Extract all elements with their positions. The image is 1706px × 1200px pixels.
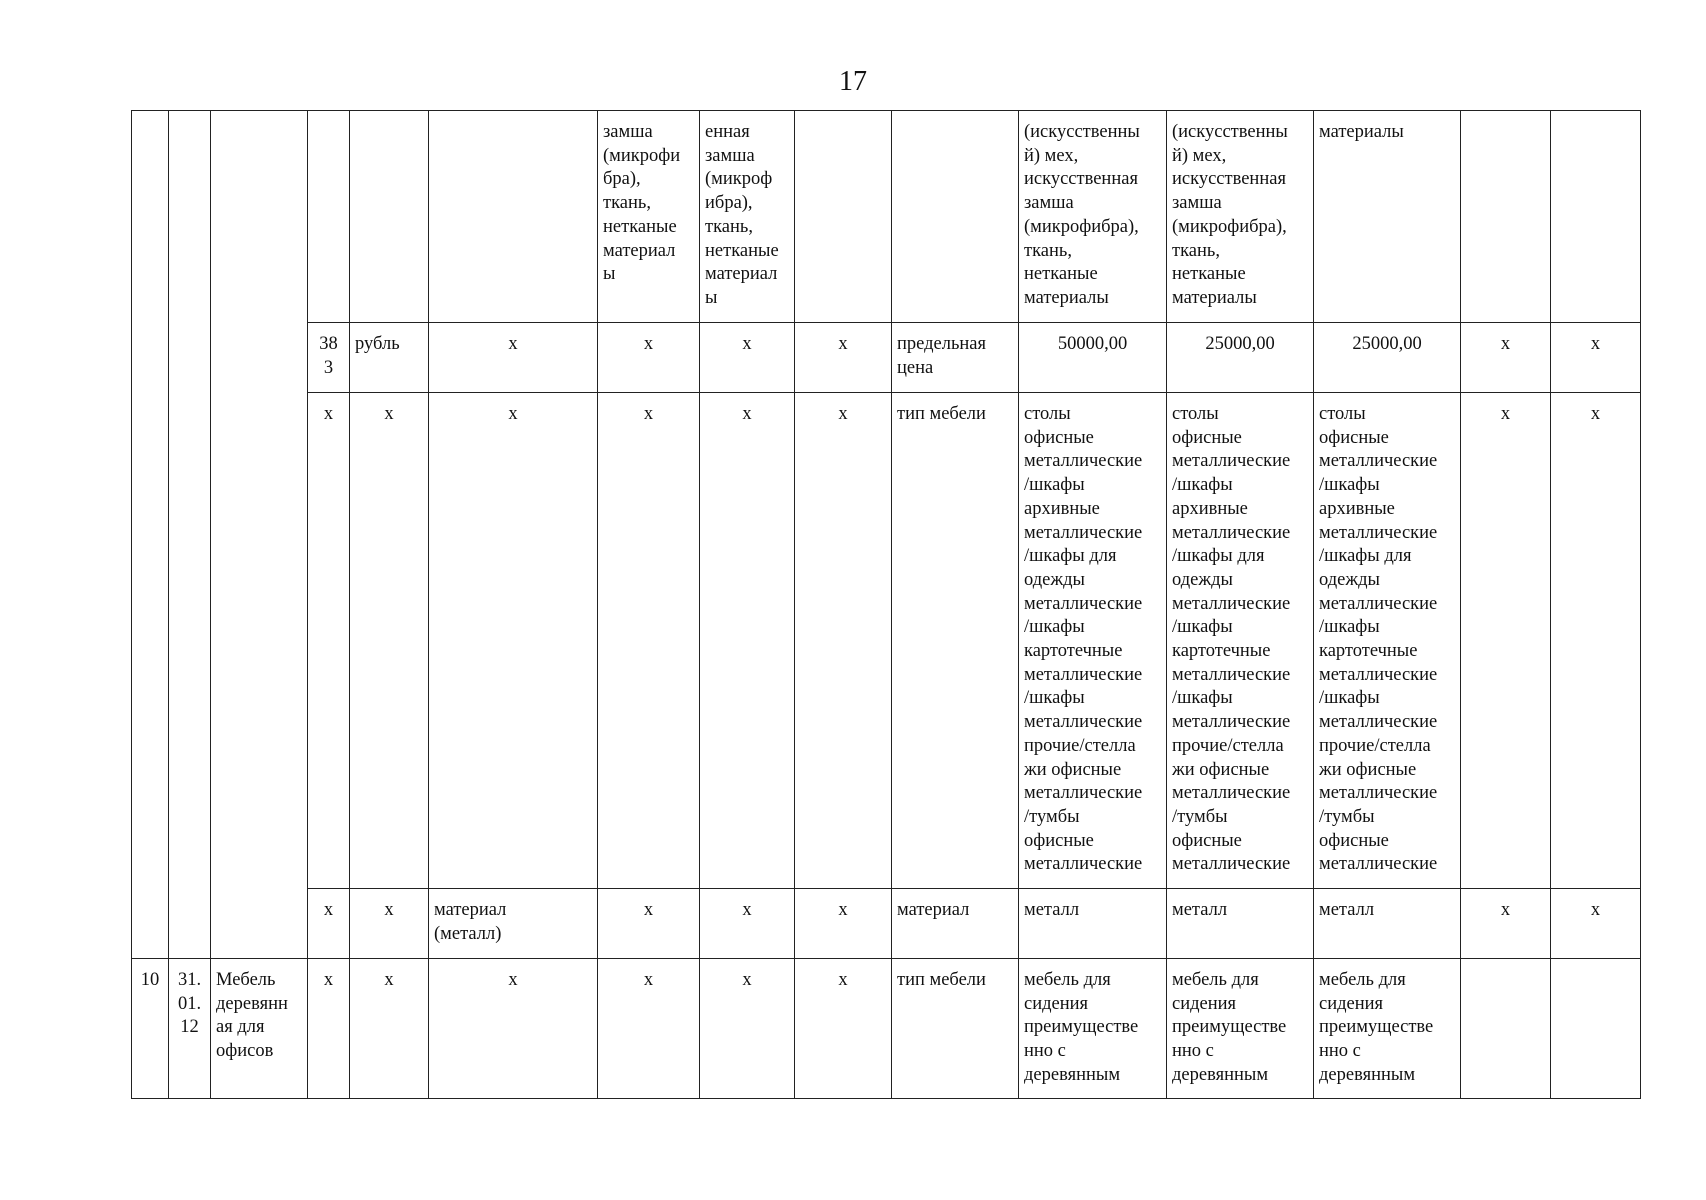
cell-item-name: Мебель деревянн ая для офисов xyxy=(211,959,308,1099)
cell-value: мебель для сидения преимуществе нно с деревянным xyxy=(1167,959,1314,1099)
table-row xyxy=(132,111,1641,323)
cell-value-approved: x xyxy=(795,393,892,889)
cell-unit xyxy=(350,111,429,323)
cell-characteristic: тип мебели xyxy=(892,959,1019,1099)
cell-value-approved: x xyxy=(795,323,892,393)
cell-justification xyxy=(1461,959,1551,1099)
cell-item-name xyxy=(211,111,308,959)
cell-value-approved: x xyxy=(795,889,892,959)
cell-okei-code: x xyxy=(308,959,350,1099)
cell-characteristic-approved: x xyxy=(429,323,598,393)
cell-characteristic-approved xyxy=(429,111,598,323)
cell-characteristic-approved: x xyxy=(429,393,598,889)
cell-function: x xyxy=(1551,889,1641,959)
cell-value-approved: x xyxy=(700,889,795,959)
cell-okpd-code xyxy=(169,111,211,959)
cell-justification: x xyxy=(1461,393,1551,889)
table-row xyxy=(132,959,1641,1099)
cell-row-number: 10 xyxy=(132,959,169,1099)
cell-value: 25000,00 xyxy=(1167,323,1314,393)
cell-value-approved: x xyxy=(700,393,795,889)
cell-value: материалы xyxy=(1314,111,1461,323)
cell-okei-code: x xyxy=(308,393,350,889)
cell-value-approved: x xyxy=(795,959,892,1099)
cell-value: столы офисные металлические /шкафы архивные металлические /шкафы для одежды металлические /шкафы картотечные металлические /шкафы металлические прочие/стелла жи офисные металлические /тумбы офисные металлические xyxy=(1019,393,1167,889)
cell-value-approved: x xyxy=(598,889,700,959)
cell-unit: x xyxy=(350,959,429,1099)
cell-value: 25000,00 xyxy=(1314,323,1461,393)
cell-characteristic-approved: x xyxy=(429,959,598,1099)
cell-value-approved: x xyxy=(598,393,700,889)
cell-value: столы офисные металлические /шкафы архивные металлические /шкафы для одежды металлические /шкафы картотечные металлические /шкафы металлические прочие/стелла жи офисные металлические /тумбы офисные металлические xyxy=(1314,393,1461,889)
cell-value: (искусственны й) мех, искусственная замша (микрофибра), ткань, нетканые материалы xyxy=(1019,111,1167,323)
cell-value-approved: замша (микрофи бра), ткань, нетканые материал ы xyxy=(598,111,700,323)
cell-value: 50000,00 xyxy=(1019,323,1167,393)
cell-value: металл xyxy=(1314,889,1461,959)
cell-value: (искусственны й) мех, искусственная замша (микрофибра), ткань, нетканые материалы xyxy=(1167,111,1314,323)
cell-value: металл xyxy=(1167,889,1314,959)
cell-characteristic: материал xyxy=(892,889,1019,959)
page-number: 17 xyxy=(839,66,867,97)
cell-justification xyxy=(1461,111,1551,323)
cell-value-approved: x xyxy=(598,323,700,393)
cell-value-approved xyxy=(795,111,892,323)
cell-function xyxy=(1551,111,1641,323)
cell-value-approved: енная замша (микроф ибра), ткань, нетканые материал ы xyxy=(700,111,795,323)
cell-function: x xyxy=(1551,393,1641,889)
cell-row-number xyxy=(132,111,169,959)
cell-unit: x xyxy=(350,393,429,889)
cell-value: металл xyxy=(1019,889,1167,959)
cell-value: мебель для сидения преимуществе нно с деревянным xyxy=(1314,959,1461,1099)
cell-value-approved: x xyxy=(700,323,795,393)
cell-unit: x xyxy=(350,889,429,959)
cell-function xyxy=(1551,959,1641,1099)
cell-function: x xyxy=(1551,323,1641,393)
cell-okei-code: x xyxy=(308,889,350,959)
cell-value: столы офисные металлические /шкафы архивные металлические /шкафы для одежды металлические /шкафы картотечные металлические /шкафы металлические прочие/стелла жи офисные металлические /тумбы офисные металлические xyxy=(1167,393,1314,889)
cell-characteristic-approved: материал (металл) xyxy=(429,889,598,959)
cell-characteristic xyxy=(892,111,1019,323)
table-row xyxy=(132,323,1641,393)
cell-value-approved: x xyxy=(598,959,700,1099)
table-row xyxy=(132,393,1641,889)
cell-characteristic: предельная цена xyxy=(892,323,1019,393)
cell-unit: рубль xyxy=(350,323,429,393)
cell-value-approved: x xyxy=(700,959,795,1099)
cell-justification: x xyxy=(1461,889,1551,959)
cell-justification: x xyxy=(1461,323,1551,393)
cell-okei-code xyxy=(308,111,350,323)
cell-characteristic: тип мебели xyxy=(892,393,1019,889)
cell-okpd-code: 31. 01. 12 xyxy=(169,959,211,1099)
table-row xyxy=(132,889,1641,959)
furniture-requirements-table xyxy=(131,110,1641,1099)
cell-value: мебель для сидения преимуществе нно с деревянным xyxy=(1019,959,1167,1099)
cell-okei-code: 38 3 xyxy=(308,323,350,393)
